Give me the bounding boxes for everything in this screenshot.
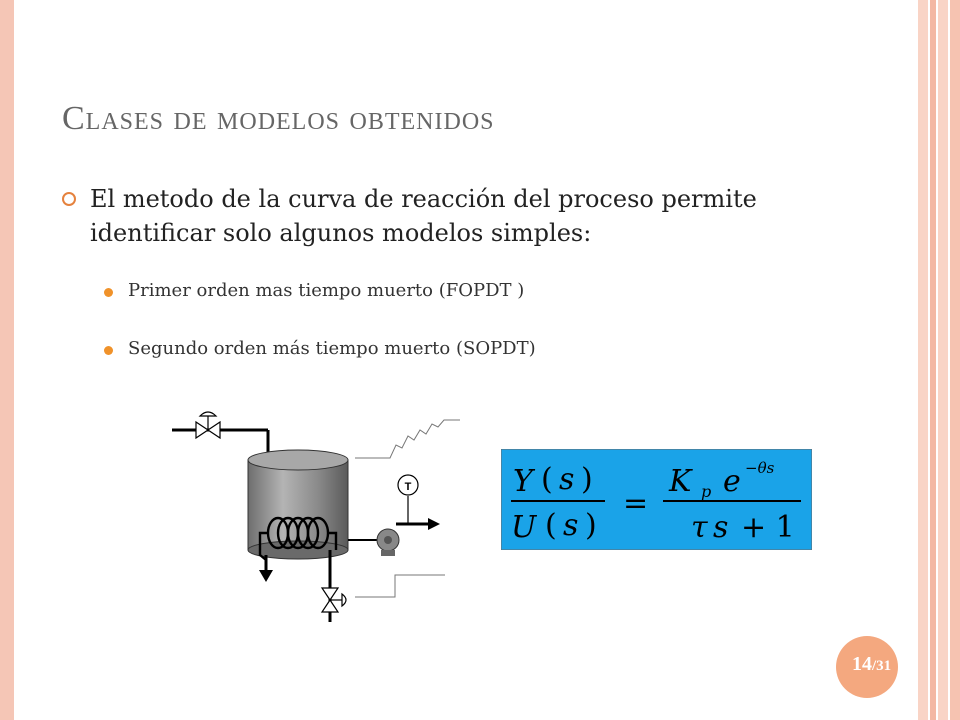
sub-bullet-text: Segundo orden más tiempo muerto (SOPDT) (128, 338, 536, 359)
page-total: /31 (872, 658, 892, 674)
left-border-decoration (0, 0, 14, 720)
coil-outlet-arrow (259, 555, 273, 582)
transfer-function-equation (501, 449, 812, 550)
sub-bullet-text: Primer orden mas tiempo muerto (FOPDT ) (128, 280, 525, 301)
pump-outlet-arrow (396, 518, 440, 530)
eq-tau: τ (691, 510, 708, 545)
ring-bullet-icon (62, 192, 76, 206)
eq-paren-close: ) (585, 508, 597, 543)
step-input-sketch (355, 575, 445, 597)
right-border-stripe (918, 0, 928, 720)
eq-K: K (669, 464, 692, 499)
right-border-stripe (950, 0, 960, 720)
main-bullet-text: El metodo de la curva de reacción del proceso permite identificar solo algunos modelos simples: (90, 185, 757, 247)
eq-s: s (563, 508, 579, 543)
eq-plus-one: + 1 (741, 510, 795, 545)
sub-bullet-sopdt (104, 338, 536, 359)
right-border-stripe (930, 0, 936, 720)
eq-s: s (559, 462, 575, 497)
transmitter-label: T (404, 481, 412, 493)
eq-paren-close: ) (581, 462, 593, 497)
inlet-valve-icon (196, 412, 220, 438)
slide-title: Clases de modelos obtenidos (62, 100, 495, 137)
eq-paren-open: ( (541, 462, 553, 497)
eq-U: U (511, 510, 537, 545)
page-number-badge (836, 636, 898, 698)
bottom-valve-icon (322, 588, 346, 612)
eq-paren-open: ( (545, 508, 557, 543)
eq-s: s (713, 510, 729, 545)
sub-bullet-fopdt (104, 280, 524, 301)
main-bullet (62, 182, 842, 250)
eq-subscript-p: p (701, 482, 712, 501)
right-border-stripe (938, 0, 948, 720)
temperature-transmitter-icon (398, 475, 418, 524)
eq-exponent: −θs (745, 459, 775, 477)
tank (248, 450, 348, 559)
eq-equals: = (623, 486, 649, 521)
eq-e: e (723, 464, 741, 499)
eq-Y: Y (513, 464, 533, 499)
dot-bullet-icon (104, 288, 113, 297)
dot-bullet-icon (104, 346, 113, 355)
page-current: 14 (852, 653, 872, 675)
process-tank-diagram (160, 400, 480, 625)
response-curve-sketch (355, 420, 460, 458)
pump-icon (377, 529, 399, 556)
